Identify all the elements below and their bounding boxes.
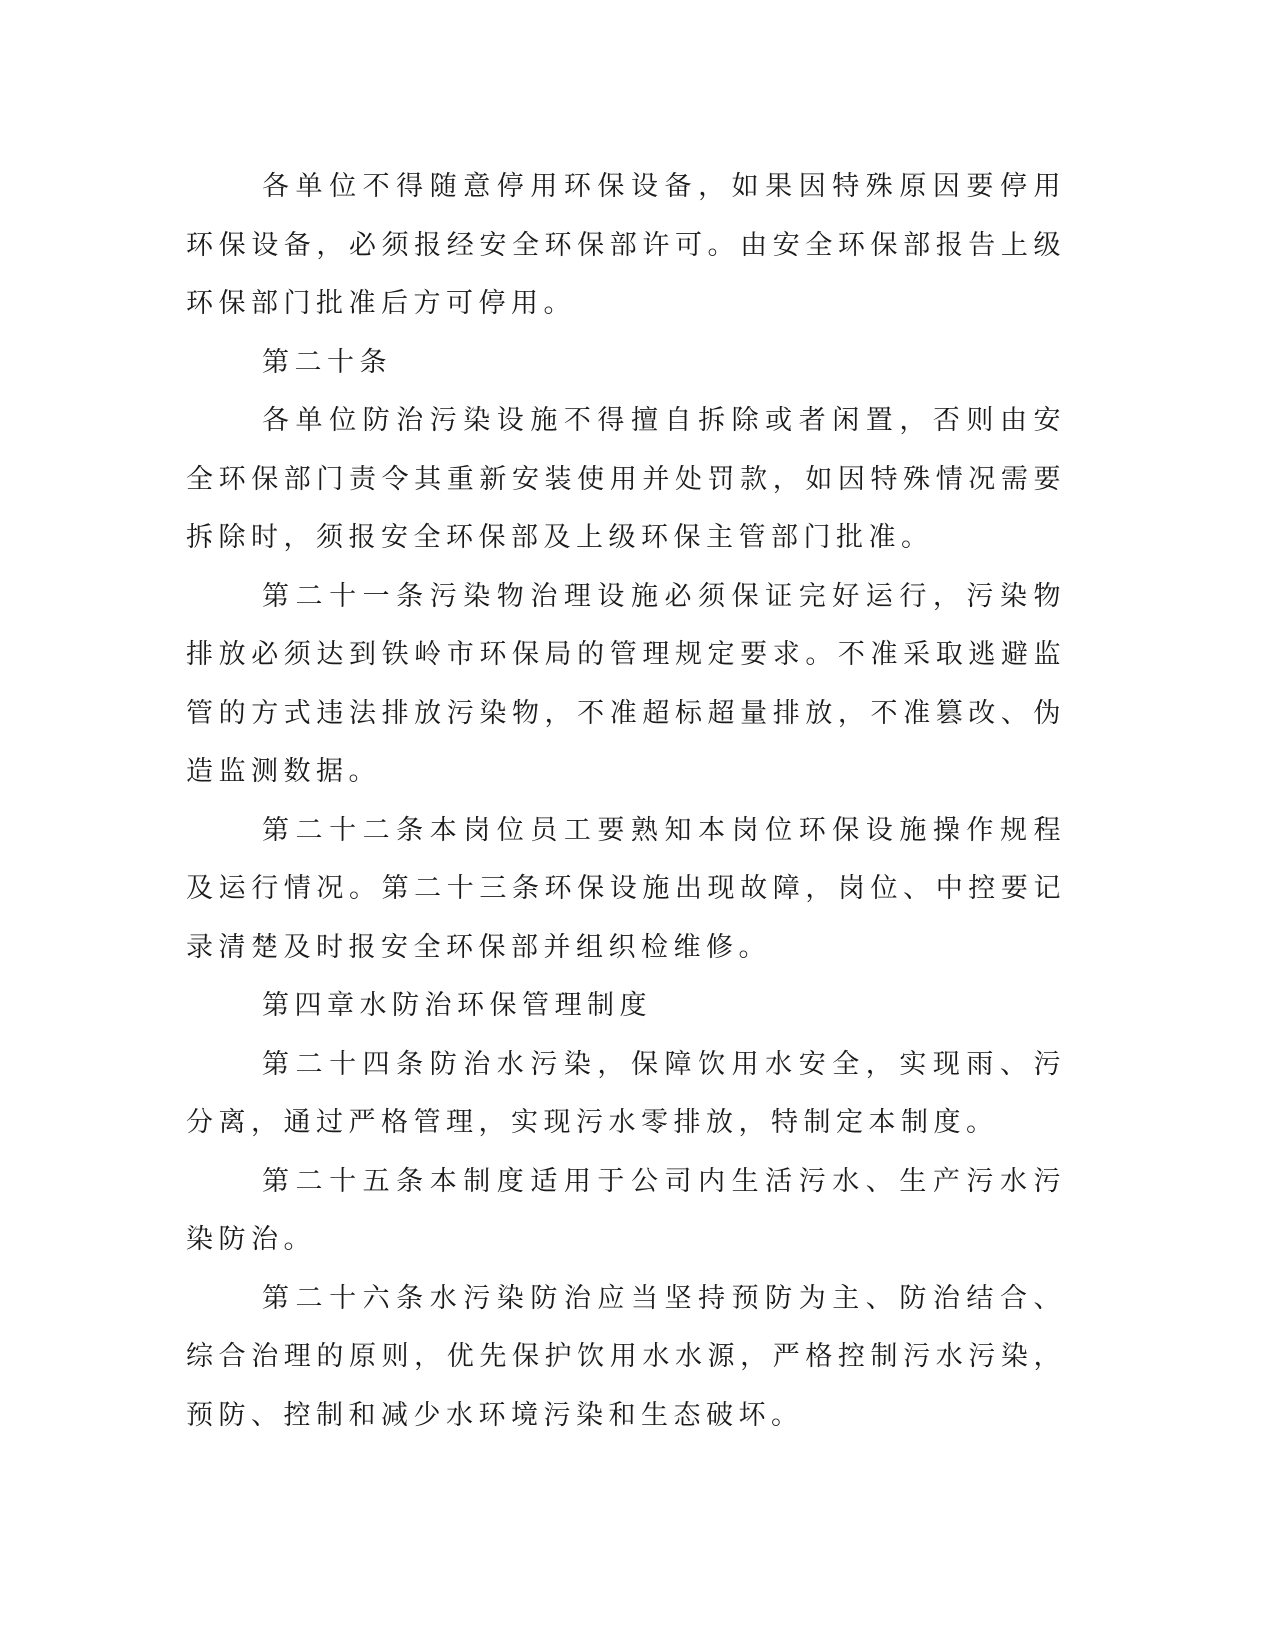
article-22-23-paragraph: 第二十二条本岗位员工要熟知本岗位环保设施操作规程及运行情况。第二十三条环保设施出现故障，岗位、中控要记录清楚及时报安全环保部并组织检维修。 bbox=[186, 814, 1066, 963]
document-body bbox=[186, 158, 1066, 1445]
article-21-paragraph: 第二十一条污染物治理设施必须保证完好运行，污染物排放必须达到铁岭市环保局的管理规定要求。不准采取逃避监管的方式违法排放污染物，不准超标超量排放，不准篡改、伪造监测数据。 bbox=[186, 580, 1066, 787]
article-20-heading: 第二十条 bbox=[262, 346, 392, 378]
chapter-4-heading: 第四章水防治环保管理制度 bbox=[262, 990, 652, 1021]
paragraph-equipment-shutdown: 各单位不得随意停用环保设备，如果因特殊原因要停用环保设备，必须报经安全环保部许可。由安全环保部报告上级环保部门批准后方可停用。 bbox=[186, 171, 1066, 319]
article-25-paragraph: 第二十五条本制度适用于公司内生活污水、生产污水污染防治。 bbox=[186, 1165, 1066, 1255]
paragraph-pollution-facilities: 各单位防治污染设施不得擅自拆除或者闲置，否则由安全环保部门责令其重新安装使用并处罚款，如因特殊情况需要拆除时，须报安全环保部及上级环保主管部门批准。 bbox=[186, 405, 1066, 553]
article-26-paragraph: 第二十六条水污染防治应当坚持预防为主、防治结合、综合治理的原则，优先保护饮用水水源，严格控制污水污染，预防、控制和减少水环境污染和生态破坏。 bbox=[186, 1282, 1066, 1431]
article-24-paragraph: 第二十四条防治水污染，保障饮用水安全，实现雨、污分离，通过严格管理，实现污水零排放，特制定本制度。 bbox=[186, 1048, 1066, 1138]
